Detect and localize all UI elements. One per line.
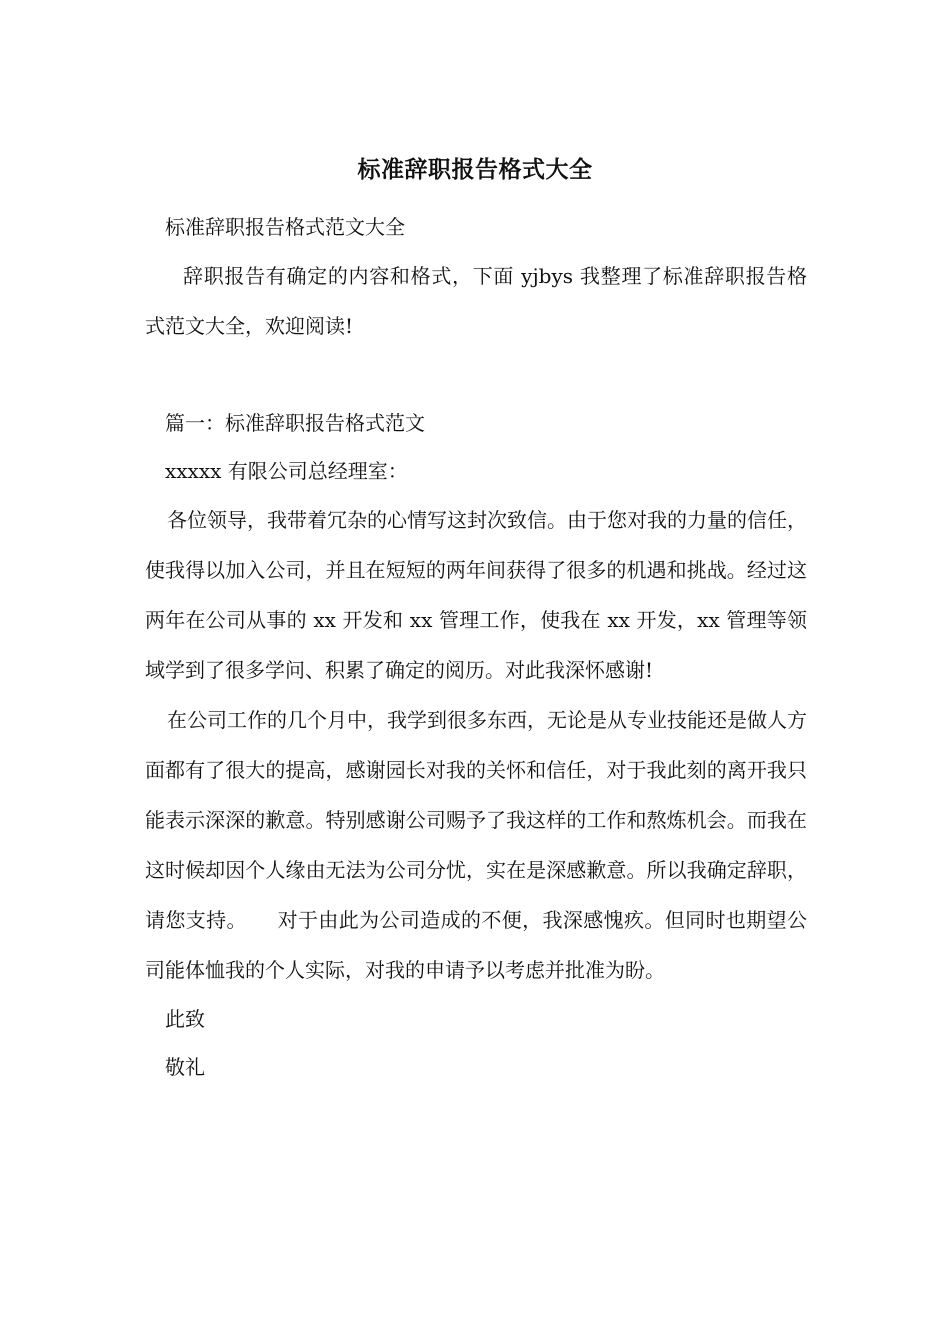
body-paragraph-2: 在公司工作的几个月中，我学到很多东西，无论是从专业技能还是做人方面都有了很大的提高，感谢园长对我的关怀和信任，对于我此刻的离开我只能表示深深的歉意。特别感谢公司赐予了我这样的工作和熬炼机会。而我在这时候却因个人缘由无法为公司分忧，实在是深感歉意。所以我确定辞职，请您支持。 对于由此为公司造成的不便，我深感愧疚。但同时也期望公司能体恤我的个人实际，对我的申请予以考虑并批准为盼。 xyxy=(145,708,807,982)
document-subtitle: 标准辞职报告格式范文大全 xyxy=(165,215,405,239)
document-body xyxy=(145,203,807,1091)
closing-salutation: 此致 xyxy=(165,1007,205,1031)
blank-line xyxy=(145,351,807,399)
document-title: 标准辞职报告格式大全 xyxy=(357,156,593,183)
addressee-line: xxxxx 有限公司总经理室： xyxy=(165,459,408,483)
closing-regards: 敬礼 xyxy=(165,1055,205,1079)
body-paragraph-1: 各位领导，我带着冗杂的心情写这封次致信。由于您对我的力量的信任，使我得以加入公司，并且在短短的两年间获得了很多的机遇和挑战。经过这两年在公司从事的 xx 开发和 xx 管理工作，使我在 xx 开发，xx 管理等领域学到了很多学问、积累了确定的阅历。对此我深怀感谢! xyxy=(145,508,807,682)
intro-paragraph: 辞职报告有确定的内容和格式，下面 yjbys 我整理了标准辞职报告格式范文大全，欢迎阅读! xyxy=(145,264,807,338)
section-heading: 篇一：标准辞职报告格式范文 xyxy=(165,411,425,435)
